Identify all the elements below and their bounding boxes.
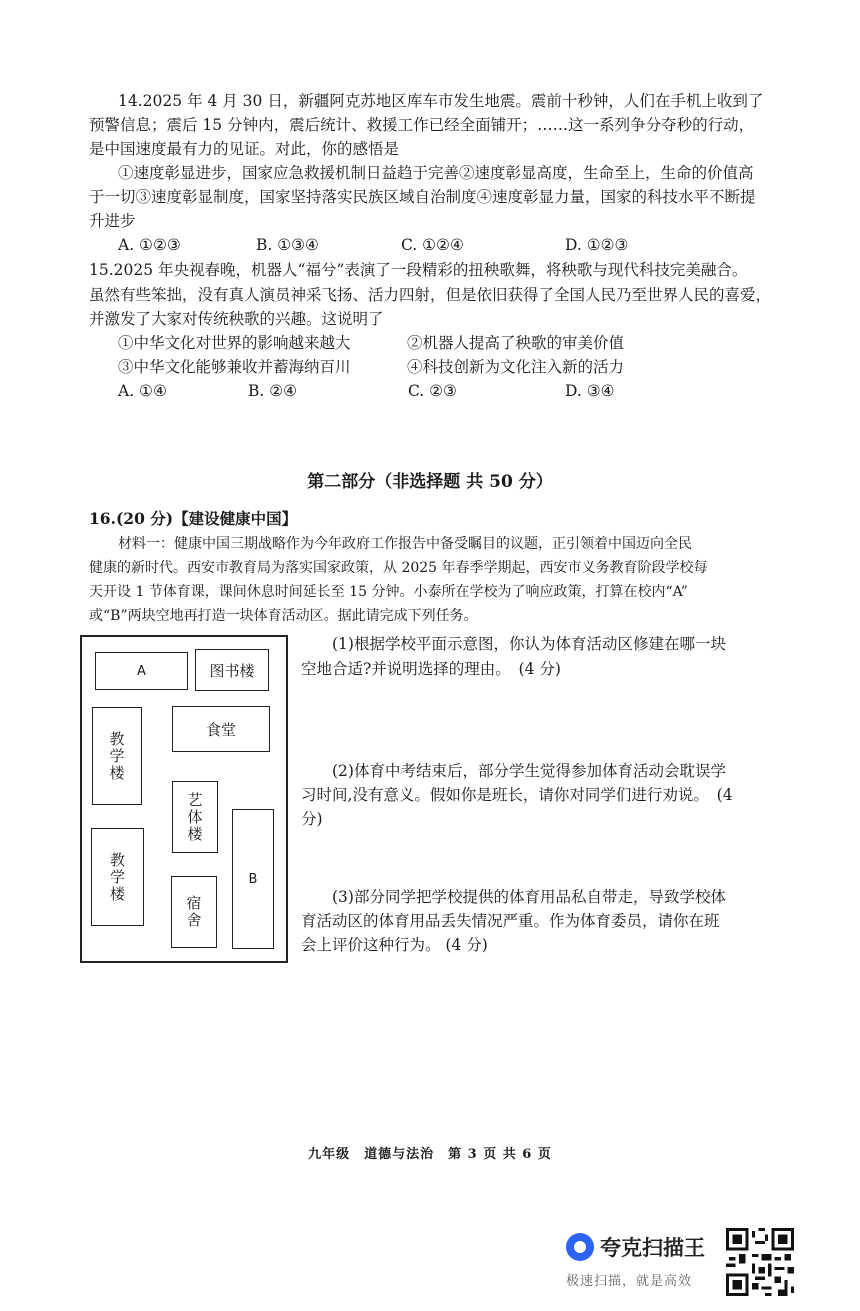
q16-material-line-2: 健康的新时代。西安市教育局为落实国家政策，从 2025 年春季学期起，西安市义务教育阶段学校每 <box>89 560 708 576</box>
q15-line-3: 并激发了大家对传统秧歌的兴趣。这说明了 <box>89 310 384 328</box>
dormitory-building: 宿舍 <box>171 876 217 948</box>
q16-material-line-1: 材料一：健康中国三期战略作为今年政府工作报告中备受瞩目的议题，正引领着中国迈向全民 <box>118 536 692 552</box>
q16-sub1-line-1: (1)根据学校平面示意图，你认为体育活动区修建在哪一块 <box>332 635 726 653</box>
q14-line-3: 是中国速度最有力的见证。对此，你的感悟是 <box>89 140 400 158</box>
plot-a: A <box>95 652 188 690</box>
qr-code-icon <box>726 1228 794 1296</box>
q14-line-2: 预警信息；震后 15 分钟内，震后统计、救援工作已经全面铺开；……这一系列争分夺秒的行动， <box>89 116 755 134</box>
q16-material-line-4: 或“B”两块空地再打造一块体育活动区。据此请完成下列任务。 <box>89 608 478 624</box>
q14-line-6: 升进步 <box>89 212 136 230</box>
q16-sub2-line-3: 分) <box>301 810 323 828</box>
q16-sub3-line-3: 会上评价这种行为。 (4 分) <box>301 936 488 954</box>
q14-line-1: 14.2025 年 4 月 30 日，新疆阿克苏地区库车市发生地震。震前十秒钟，人们在手机上收到了 <box>118 92 764 110</box>
q16-sub1-line-2: 空地合适?并说明选择的理由。 (4 分) <box>301 660 561 678</box>
arts-sports-building: 艺体楼 <box>172 781 218 853</box>
q16-sub2-line-1: (2)体育中考结束后，部分学生觉得参加体育活动会耽误学 <box>332 762 726 780</box>
q15-option-c: C. ②③ <box>408 382 457 400</box>
q14-line-4: ①速度彰显进步，国家应急救援机制日益趋于完善②速度彰显高度，生命至上，生命的价值高 <box>118 164 754 182</box>
q15-option-d: D. ③④ <box>565 382 615 400</box>
plot-b: B <box>232 809 274 949</box>
q15-option-b: B. ②④ <box>248 382 298 400</box>
q14-option-b: B. ①③④ <box>256 236 319 254</box>
canteen-building: 食堂 <box>172 706 270 752</box>
q16-sub3-line-2: 育活动区的体育用品丢失情况严重。作为体育委员，请你在班 <box>301 912 720 930</box>
scanner-brand <box>566 1232 705 1262</box>
teaching-building-2: 教学楼 <box>91 828 144 926</box>
q15-statement-4: ④科技创新为文化注入新的活力 <box>407 358 625 376</box>
q15-statement-2: ②机器人提高了秧歌的审美价值 <box>407 334 625 352</box>
q14-option-c: C. ①②④ <box>401 236 464 254</box>
page-footer: 九年级 道德与法治 第 3 页 共 6 页 <box>308 1147 552 1162</box>
quark-logo-icon <box>566 1233 594 1261</box>
q15-option-a: A. ①④ <box>118 382 167 400</box>
q14-option-a: A. ①②③ <box>118 236 181 254</box>
q15-line-2: 虽然有些笨拙，没有真人演员神采飞扬、活力四射，但是依旧获得了全国人民乃至世界人民的喜爱， <box>89 286 772 304</box>
school-map <box>80 635 288 963</box>
q16-sub3-line-1: (3)部分同学把学校提供的体育用品私自带走，导致学校体 <box>332 888 726 906</box>
q15-line-1: 15.2025 年央视春晚，机器人“福兮”表演了一段精彩的扭秧歌舞，将秧歌与现代科技完美融合。 <box>89 261 748 279</box>
teaching-building-1: 教学楼 <box>92 707 142 805</box>
q16-header: 16.(20 分)【建设健康中国】 <box>89 509 298 528</box>
brand-slogan: 极速扫描，就是高效 <box>566 1274 693 1289</box>
q16-sub2-line-2: 习时间,没有意义。假如你是班长，请你对同学们进行劝说。 (4 <box>301 786 733 804</box>
q15-statement-1: ①中华文化对世界的影响越来越大 <box>118 334 351 352</box>
section-title: 第二部分（非选择题 共 50 分） <box>307 472 553 492</box>
brand-name: 夸克扫描王 <box>600 1236 705 1260</box>
q14-option-d: D. ①②③ <box>565 236 629 254</box>
q14-line-5: 于一切③速度彰显制度，国家坚持落实民族区域自治制度④速度彰显力量，国家的科技水平不断提 <box>89 188 756 206</box>
library-building: 图书楼 <box>195 649 269 691</box>
q15-statement-3: ③中华文化能够兼收并蓄海纳百川 <box>118 358 351 376</box>
q16-material-line-3: 天开设 1 节体育课，课间休息时间延长至 15 分钟。小泰所在学校为了响应政策，打算在校内“A” <box>89 584 688 600</box>
